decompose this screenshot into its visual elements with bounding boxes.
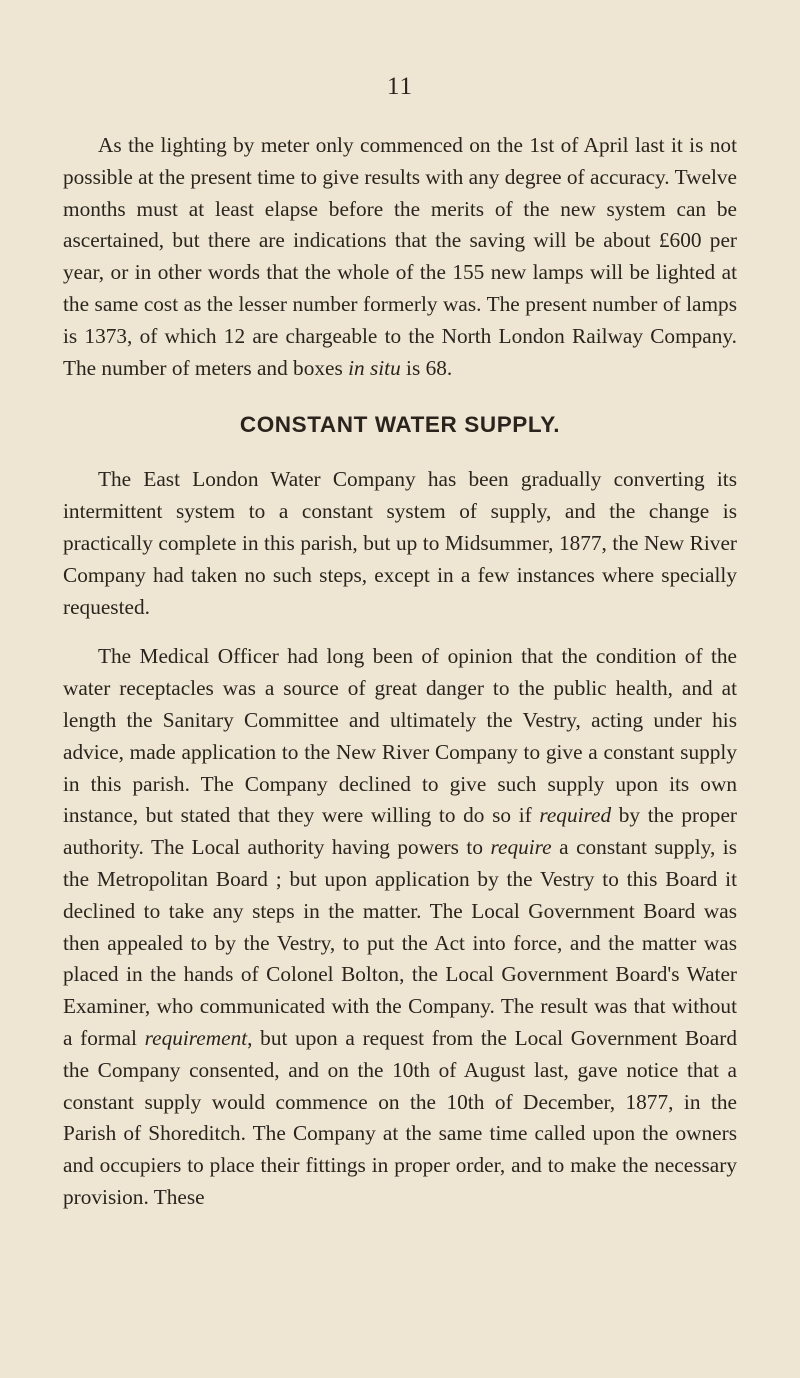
paragraph-medical-officer-text-4: , but upon a request from the Local Government Board the Company consented, and on the 10th of August last, gave notice that a constant supply would commence on the 10th of December, 1877, in the Parish of Shoreditch. The Company at the same time called upon the owners and occupiers to place their fittings in proper order, and to make the necessary provision. These bbox=[63, 1025, 737, 1209]
paragraph-east-london: The East London Water Company has been gradually converting its intermittent system to a constant system of supply, and the change is practically complete in this parish, but up to Midsummer, 1877, the New River Company had taken no such steps, except in a few instances where specially requested. bbox=[63, 467, 737, 619]
paragraph-medical-officer-text-1: The Medical Officer had long been of opinion that the condition of the water receptacles was a source of great danger to the public health, and at length the Sanitary Committee and ultimately the Vestry, acting under his advice, made application to the New River Company to give a constant supply in this parish. The Company declined to give such supply upon its own instance, but stated that they were willing to do so if bbox=[63, 644, 737, 828]
italic-in-situ: in situ bbox=[348, 355, 401, 380]
paragraph-spacer bbox=[63, 623, 737, 641]
page-number: 11 bbox=[386, 73, 414, 100]
paragraph-lighting bbox=[63, 130, 737, 384]
paragraph-lighting-text: As the lighting by meter only commenced on the 1st of April last it is not possible at the present time to give results with any degree of accuracy. Twelve months must at least elapse before the merits of the new system can be ascertained, but there are indications that the saving will be about £600 per year, or in other words that the whole of the 155 new lamps will be lighted at the same cost as the lesser number formerly was. The present number of lamps is 1373, of which 12 are chargeable to the North London Railway Company. The number of meters and boxes bbox=[63, 133, 737, 380]
paragraph-medical-officer bbox=[63, 641, 737, 1213]
paragraph-medical-officer-text-2: by the proper authority. The Local authority having powers to bbox=[63, 803, 737, 860]
paragraph-medical-officer-text-3: a constant supply, is the Metropolitan Board ; but upon application by the Vestry to this Board it declined to take any steps in the matter. The Local Government Board was then appealed to by the Vestry, to put the Act into force, and the matter was placed in the hands of Colonel Bolton, the Local Government Board's Water Examiner, who communicated with the Company. The result was that without a formal bbox=[63, 835, 738, 1050]
section-heading: CONSTANT WATER SUPPLY. bbox=[239, 412, 561, 438]
paragraph-lighting-end: is 68. bbox=[400, 355, 453, 380]
italic-requirement: requirement bbox=[144, 1025, 248, 1050]
italic-required: required bbox=[539, 803, 612, 828]
italic-require: require bbox=[490, 835, 552, 860]
